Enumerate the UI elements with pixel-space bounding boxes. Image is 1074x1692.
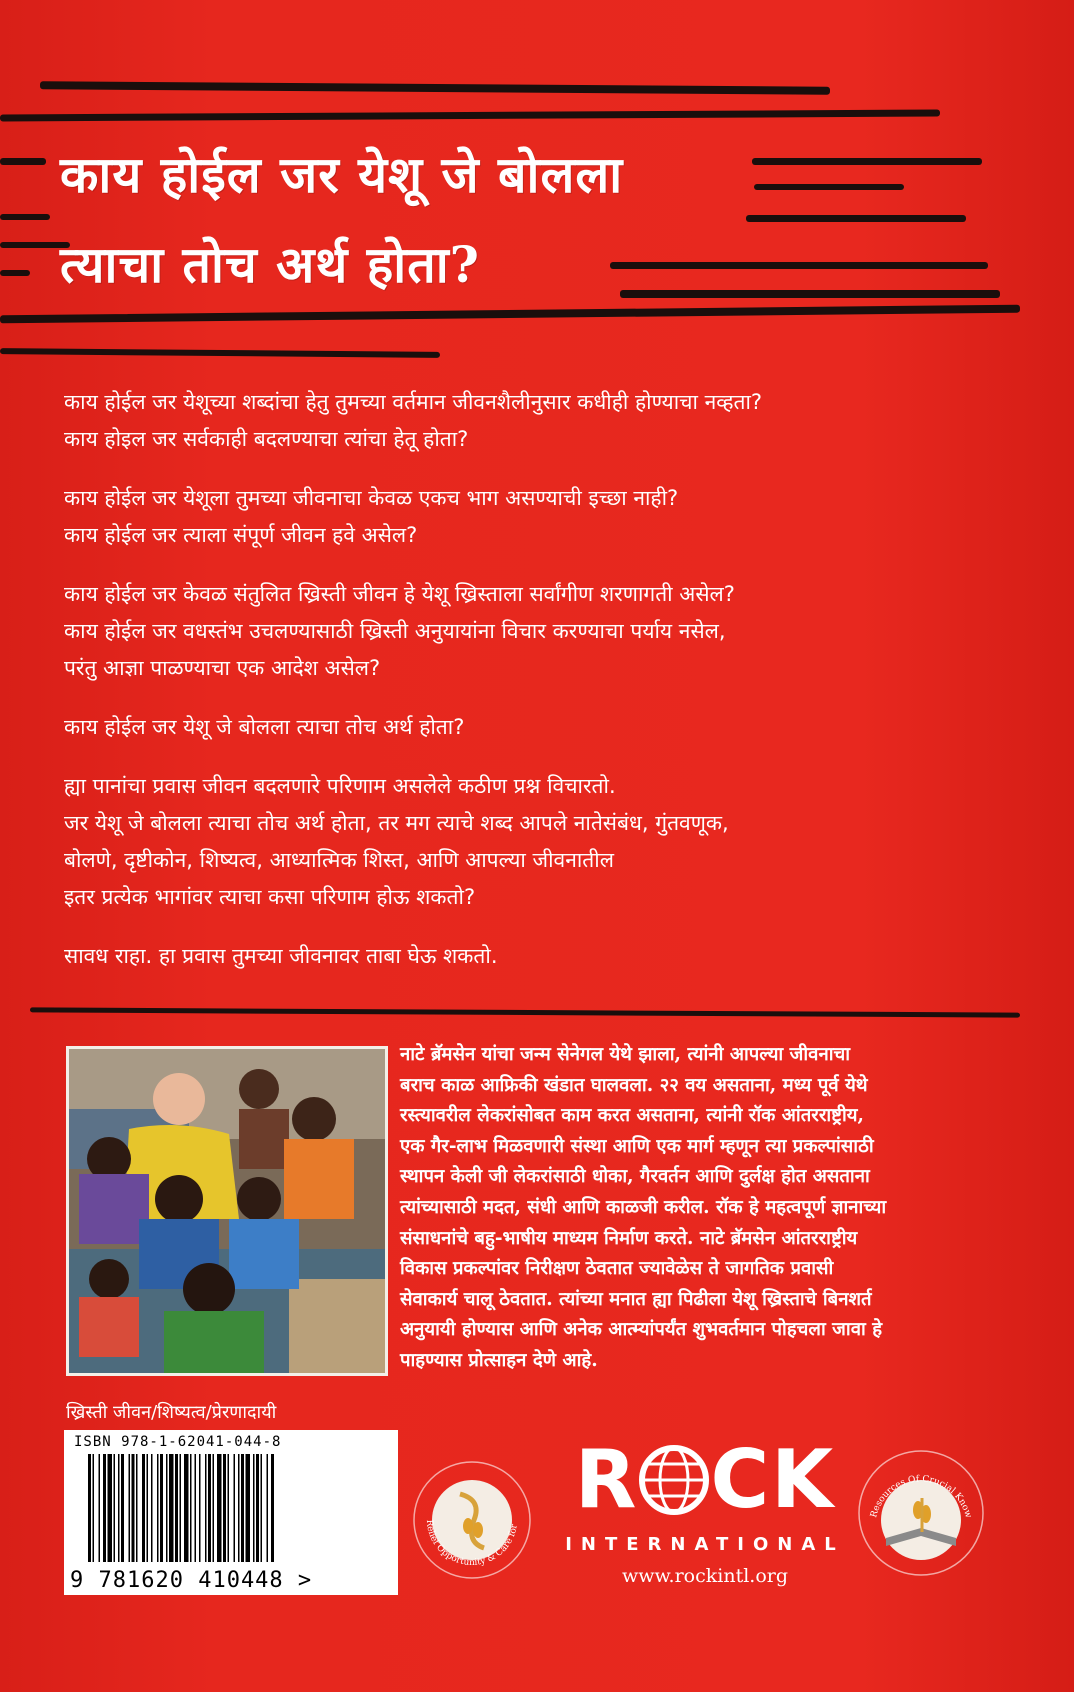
- barcode-bar: [151, 1454, 153, 1562]
- blurb-paragraph: [64, 768, 1024, 916]
- barcode-bar: [195, 1454, 197, 1562]
- barcode-bar: [93, 1454, 95, 1562]
- blurb-line: काय होईल जर येशूला तुमच्या जीवनाचा केवळ एकच भाग असण्याची इच्छा नाही?: [64, 486, 679, 510]
- barcode-bar: [114, 1454, 116, 1562]
- brush-stroke: [620, 290, 1000, 298]
- author-photo: [66, 1046, 388, 1376]
- barcode-bar: [208, 1454, 211, 1562]
- genre-label: ख्रिस्ती जीवन/शिष्यत्व/प्रेरणादायी: [66, 1402, 277, 1423]
- blurb-paragraph: [64, 576, 1024, 687]
- barcode-bar: [99, 1454, 101, 1562]
- barcode-bar: [129, 1454, 131, 1562]
- bio-line: संसाधनांचे बहु-भाषीय माध्यम निर्माण करते. नाटे ब्रॅमसेन आंतरराष्ट्रीय: [400, 1227, 858, 1249]
- barcode-bar: [238, 1454, 240, 1562]
- bio-line: स्थापन केली जी लेकरांसाठी धोका, गैरवर्तन आणि दुर्लक्ष होत असताना: [400, 1166, 870, 1188]
- barcode-bar: [180, 1454, 182, 1562]
- barcode-bar: [261, 1454, 263, 1562]
- barcode-bar: [253, 1454, 255, 1562]
- brush-stroke-divider: [30, 1007, 1020, 1017]
- blurb-paragraph: [64, 480, 1024, 554]
- barcode-bar: [136, 1454, 138, 1562]
- brush-stroke: [0, 270, 30, 276]
- blurb-line: काय होइल जर सर्वकाही बदलण्याचा त्यांचा हेतू होता?: [64, 427, 469, 451]
- blurb-line: काय होईल जर येशू जे बोलला त्याचा तोच अर्थ होता?: [64, 715, 465, 739]
- barcode-bar: [223, 1454, 226, 1562]
- bio-line: रस्त्यावरील लेकरांसोबत काम करत असताना, त्यांनी रॉक आंतरराष्ट्रीय,: [400, 1105, 864, 1127]
- blurb-paragraph: [64, 709, 1024, 746]
- globe-icon: [638, 1444, 710, 1516]
- brush-stroke: [0, 305, 1020, 324]
- brush-stroke: [40, 81, 830, 95]
- blurb-line: काय होईल जर केवळ संतुलित ख्रिस्ती जीवन हे येशू ख्रिस्ताला सर्वांगीण शरणागती असेल?: [64, 582, 735, 606]
- blurb-line: इतर प्रत्येक भागांवर त्याचा कसा परिणाम होऊ शकतो?: [64, 885, 476, 909]
- left-logo-text: Relief Opportunity & Care for: [423, 1519, 520, 1569]
- barcode-bar: [271, 1454, 274, 1562]
- barcode-bar: [190, 1454, 192, 1562]
- bio-line: विकास प्रकल्पांवर निरीक्षण ठेवतात ज्यावेळेस ते जागतिक प्रवासी: [400, 1258, 834, 1280]
- roc-kids-logo: [412, 1460, 532, 1584]
- international-label: INTERNATIONAL: [565, 1534, 845, 1555]
- headline-line-1: काय होईल जर येशू जे बोलला: [60, 145, 624, 204]
- barcode-bar: [184, 1454, 189, 1562]
- barcode-bar: [147, 1454, 149, 1562]
- blurb-paragraph: [64, 938, 1024, 975]
- barcode-bar: [256, 1454, 259, 1562]
- bio-line: बराच काळ आफ्रिकी खंडात घालवला. २२ वय असताना, मध्य पूर्व येथे: [400, 1074, 868, 1096]
- barcode-bar: [175, 1454, 178, 1562]
- blurb: [64, 384, 1024, 997]
- blurb-line: ह्या पानांचा प्रवास जीवन बदलणारे परिणाम असलेले कठीण प्रश्न विचारतो.: [64, 774, 616, 798]
- barcode-bar: [241, 1454, 244, 1562]
- barcode-bar: [169, 1454, 174, 1562]
- barcode-bar: [246, 1454, 251, 1562]
- barcode-bar: [132, 1454, 135, 1562]
- blurb-line: काय होईल जर त्याला संपूर्ण जीवन हवे असेल?: [64, 523, 418, 547]
- barcode: [64, 1430, 398, 1595]
- brush-stroke: [0, 110, 940, 122]
- barcode-bar: [213, 1454, 215, 1562]
- blurb-line: जर येशू जे बोलला त्याचा तोच अर्थ होता, तर मग त्याचे शब्द आपले नातेसंबंध, गुंतवणूक,: [64, 811, 729, 835]
- bio-line: पाहण्यास प्रोत्साहन देणे आहे.: [400, 1349, 598, 1371]
- brush-stroke: [0, 158, 46, 165]
- barcode-bars: [70, 1454, 390, 1564]
- barcode-bar: [267, 1454, 269, 1562]
- barcode-bar: [157, 1454, 159, 1562]
- right-logo-text: Resources Of Crucial Know: [869, 1474, 973, 1520]
- barcode-bar: [118, 1454, 120, 1562]
- blurb-line: बोलणे, दृष्टीकोन, शिष्यत्व, आध्यात्मिक शिस्त, आणि आपल्या जीवनातील: [64, 848, 614, 872]
- barcode-bar: [108, 1454, 113, 1562]
- brush-stroke: [0, 348, 440, 358]
- barcode-bar: [103, 1454, 106, 1562]
- barcode-bar: [199, 1454, 201, 1562]
- barcode-bar: [142, 1454, 145, 1562]
- barcode-bar: [228, 1454, 230, 1562]
- brush-stroke: [746, 215, 966, 222]
- barcode-bar: [121, 1454, 124, 1562]
- bio-line: अनुयायी होण्यास आणि अनेक आत्म्यांपर्यंत शुभवर्तमान पोहचला जावा हे: [400, 1319, 883, 1341]
- isbn-label: ISBN 978-1-62041-044-8: [74, 1434, 282, 1450]
- brush-stroke: [0, 214, 50, 220]
- website-url[interactable]: www.rockintl.org: [622, 1565, 788, 1587]
- isbn-number: 9 781620 410448 >: [70, 1568, 313, 1593]
- rock-resources-logo: [856, 1448, 986, 1582]
- headline-line-2: त्याचा तोच अर्थ होता?: [60, 235, 480, 294]
- blurb-paragraph: [64, 384, 1024, 458]
- bio-line: नाटे ब्रॅमसेन यांचा जन्म सेनेगल येथे झाला, त्यांनी आपल्या जीवनाचा: [400, 1044, 851, 1065]
- bio-line: सेवाकार्य चालू ठेवतात. त्यांच्या मनात ह्या पिढीला येशू ख्रिस्ताचे बिनशर्त: [400, 1288, 872, 1310]
- blurb-line: परंतु आज्ञा पाळण्याचा एक आदेश असेल?: [64, 656, 381, 680]
- barcode-bar: [234, 1454, 236, 1562]
- bio-line: त्यांच्यासाठी मदत, संधी आणि काळजी करील. रॉक हे महत्वपूर्ण ज्ञानाच्या: [400, 1196, 887, 1218]
- blurb-line: काय होईल जर येशूच्या शब्दांचा हेतु तुमच्या वर्तमान जीवनशैलीनुसार कधीही होण्याचा नव्हता?: [64, 390, 763, 414]
- barcode-bar: [166, 1454, 168, 1562]
- rock-wordmark: R CK: [574, 1433, 836, 1526]
- rock-brand: [560, 1433, 850, 1587]
- author-bio: [400, 1040, 1024, 1377]
- bio-line: एक गैर-लाभ मिळवणारी संस्था आणि एक मार्ग म्हणून त्या प्रकल्पांसाठी: [400, 1135, 874, 1157]
- barcode-bar: [88, 1454, 91, 1562]
- barcode-bar: [160, 1454, 163, 1562]
- barcode-bar: [217, 1454, 222, 1562]
- barcode-bar: [205, 1454, 207, 1562]
- blurb-line: सावध राहा. हा प्रवास तुमच्या जीवनावर ताबा घेऊ शकतो.: [64, 944, 498, 968]
- blurb-line: काय होईल जर वधस्तंभ उचलण्यासाठी ख्रिस्ती अनुयायांना विचार करण्याचा पर्याय नसेल,: [64, 619, 726, 643]
